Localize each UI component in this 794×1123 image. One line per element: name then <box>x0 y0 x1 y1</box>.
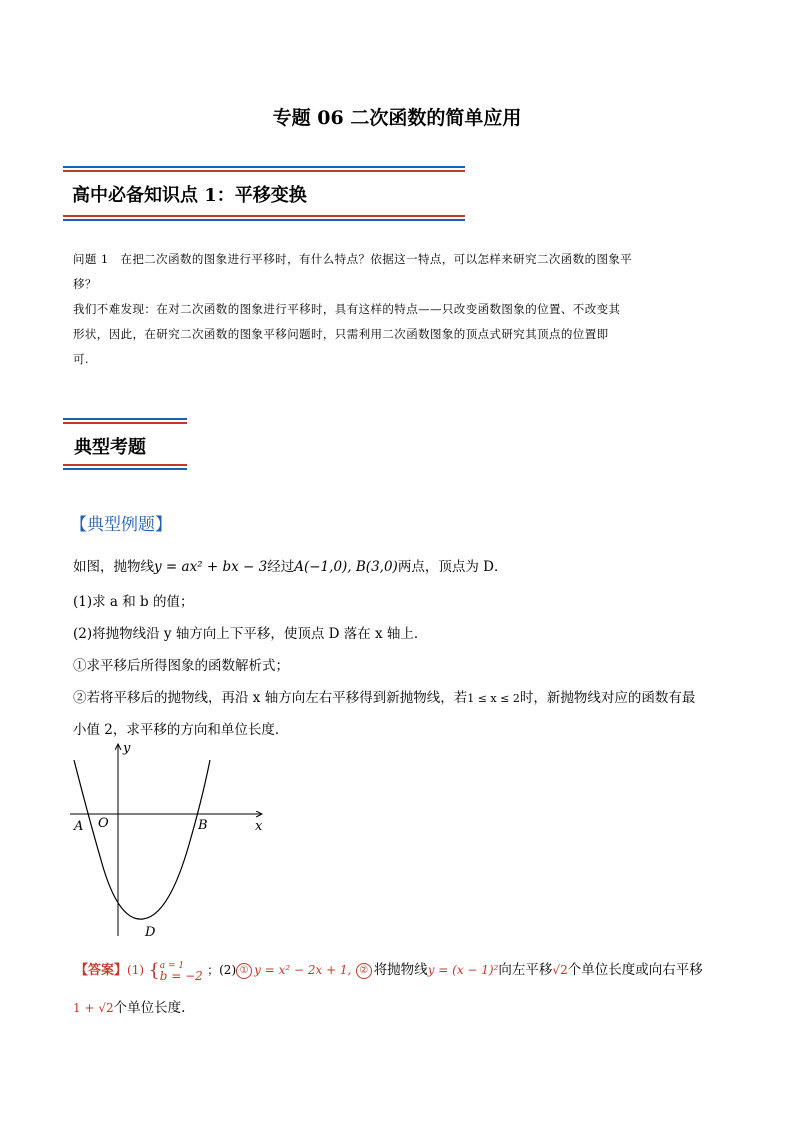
answer-label: 【答案】 <box>75 963 128 978</box>
sub2-text-b: 时，新抛物线对应的函数有最 <box>519 690 696 706</box>
problem-part1: (1)求 a 和 b 的值； <box>73 594 194 610</box>
answer-circle1: ① <box>236 963 252 979</box>
question-line: 问题 1 在把二次函数的图象进行平移时，有什么特点？依据这一特点，可以怎样来研究二次函数的图象平 <box>73 252 633 266</box>
answer-text3: 个单位长度或向右平移 <box>567 962 703 978</box>
point-a: A(−1,0), <box>294 559 352 575</box>
answer-sys-a: a = 1 <box>159 960 185 971</box>
sub1-text: 求平移后所得图象的函数解析式； <box>86 658 289 674</box>
answer-func1: y = x² − 2x + 1, <box>254 963 352 977</box>
section1-heading: 高中必备知识点 1：平移变换 <box>72 185 307 206</box>
answer-line2 <box>73 996 185 1016</box>
answer-system <box>160 961 203 981</box>
problem-suffix: 两点，顶点为 D． <box>397 559 508 575</box>
axis-x-label: x <box>255 819 263 834</box>
problem-function: y = ax² + bx − 3 <box>154 559 268 575</box>
point-a-label: A <box>74 819 84 834</box>
problem-statement <box>73 555 753 575</box>
page-title: 专题 06 二次函数的简单应用 <box>272 107 522 129</box>
point-b-label: B <box>198 818 208 833</box>
origin-label: O <box>98 816 109 831</box>
problem-part2: (2)将抛物线沿 y 轴方向上下平移，使顶点 D 落在 x 轴上． <box>73 626 428 642</box>
answer-line: 可. <box>73 352 89 366</box>
answer-line: 我们不难发现：在对二次函数的图象进行平移时，具有这样的特点——只改变函数图象的位置、不改变其 <box>73 302 621 316</box>
section2-bottom-rule-red <box>63 464 187 466</box>
sub1-number: ① <box>73 658 87 674</box>
answer-text2: 向左平移 <box>498 962 553 978</box>
example-label: 【典型例题】 <box>70 515 172 535</box>
sub2-number: ② <box>73 690 87 706</box>
axis-y-label: y <box>123 741 131 756</box>
answer-circle2: ② <box>356 963 372 979</box>
parabola-graph <box>68 740 268 940</box>
problem-sub2-cont: 小值 2，求平移的方向和单位长度． <box>73 722 289 738</box>
section2-bottom-rule-blue <box>63 468 187 470</box>
vertex-d-label: D <box>145 925 156 940</box>
sub2-inequality: 1 ≤ x ≤ 2 <box>467 692 520 705</box>
section1-top-rule-blue <box>63 166 465 168</box>
section1-bottom-rule-blue <box>63 219 465 221</box>
answer-sys-b: b = −2 <box>159 968 203 983</box>
sub2-text-a: 若将平移后的抛物线，再沿 x 轴方向左右平移得到新抛物线，若 <box>86 690 468 706</box>
parabola-curve <box>74 760 210 919</box>
section2-heading: 典型考题 <box>74 437 146 458</box>
answer-part1-prefix: (1) <box>127 963 145 977</box>
section1-top-rule-red <box>63 170 465 172</box>
answer-text1: 将抛物线 <box>373 962 428 978</box>
problem-mid: 经过 <box>267 559 295 575</box>
answer-sqrt2: √2 <box>552 963 568 977</box>
answer-separator: ；(2) <box>207 963 237 977</box>
question-line: 移？ <box>73 277 97 291</box>
section2-top-rule-red <box>63 422 187 424</box>
answer-line: 形状，因此，在研究二次函数的图象平移问题时，只需利用二次函数图象的顶点式研究其顶点的位置即 <box>73 327 609 341</box>
section1-bottom-rule-red <box>63 215 465 217</box>
problem-sub1 <box>73 654 289 674</box>
point-b: B(3,0) <box>355 559 398 575</box>
problem-sub2 <box>73 686 733 706</box>
section1-body <box>73 247 733 372</box>
answer-line2-text: 个单位长度. <box>113 1000 186 1016</box>
problem-prefix: 如图，抛物线 <box>73 559 154 575</box>
section2-top-rule-blue <box>63 418 187 420</box>
answer-func2: y = (x − 1)² <box>427 963 499 977</box>
answer-line2-expr: 1 + √2 <box>73 1001 114 1015</box>
answer-line1: 【答案】(1) { a = 1 b = −2 ；(2) ① y = x² − 2x + 1, ② 将抛物线y = (x − 1)²向左平移√2个单位长度或向右平移 <box>75 960 703 983</box>
